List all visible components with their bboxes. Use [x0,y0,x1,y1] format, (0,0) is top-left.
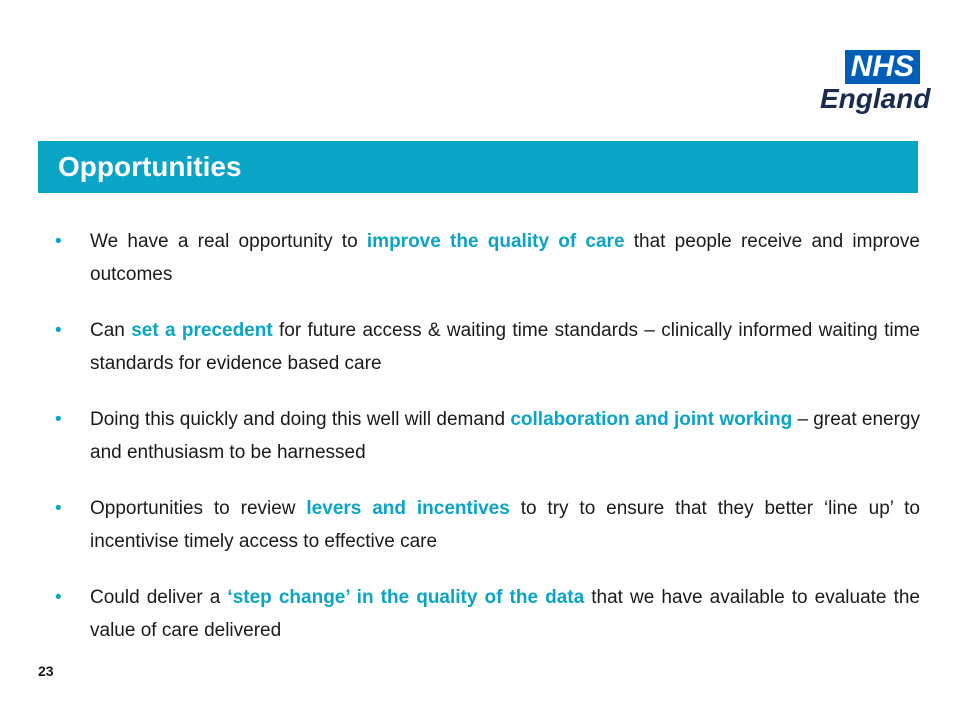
bullet-dot-icon: • [55,587,62,608]
bullet-text: that people receive and improve outcomes [90,231,920,285]
bullet-item [55,492,920,558]
bullet-text: We have a real opportunity to [90,231,367,252]
highlight-text: ‘step change’ in the quality of the data [227,587,585,608]
bullet-dot-icon: • [55,231,62,252]
title-bar [38,141,918,193]
nhs-england-logo [820,50,931,114]
bullet-item [55,225,920,291]
slide-title: Opportunities [58,151,242,182]
bullet-item [55,314,920,380]
bullet-text: for future access & waiting time standards – clinically informed waiting time standards for evidence based care [90,320,920,374]
bullet-item [55,403,920,469]
bullet-dot-icon: • [55,320,62,341]
bullet-item [55,581,920,647]
highlight-text: improve the quality of care [366,231,625,252]
bullet-dot-icon: • [55,498,62,519]
bullet-text: to try to ensure that they better ‘line up’ to incentivise timely access to effective care [90,498,921,552]
bullet-list [55,225,920,670]
bullet-text: that we have available to evaluate the value of care delivered [90,587,920,641]
highlight-text: set a precedent [131,320,273,341]
bullet-text: Opportunities to review [90,498,307,519]
bullet-text: – great energy and enthusiasm to be harnessed [90,409,920,463]
nhs-logo-box: NHS [845,50,920,84]
bullet-text: Doing this quickly and doing this well will demand [90,409,511,430]
highlight-text: collaboration and joint working [510,409,793,430]
bullet-text: Could deliver a [90,587,228,608]
page-number: 23 [38,663,54,679]
bullet-text: Can [90,320,132,341]
nhs-logo-region: England [820,83,931,114]
highlight-text: levers and incentives [306,498,510,519]
bullet-dot-icon: • [55,409,62,430]
